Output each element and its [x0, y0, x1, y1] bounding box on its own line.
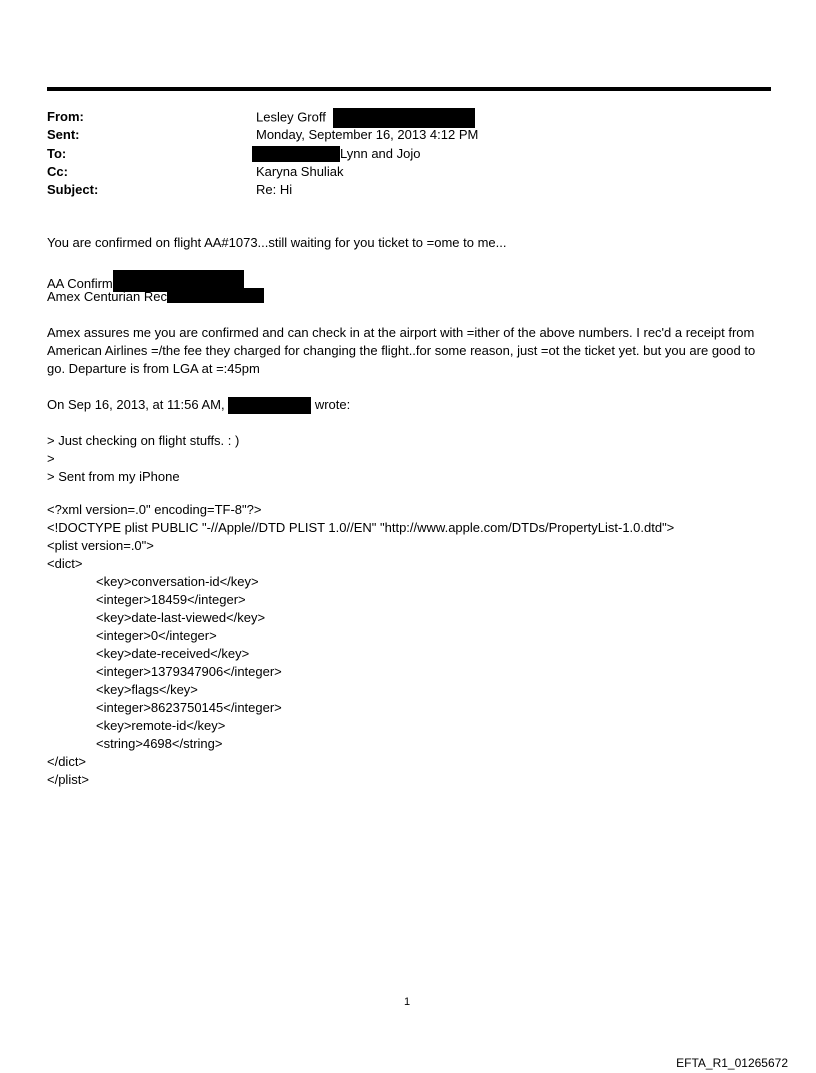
code-line: <integer>18459</integer> — [96, 592, 246, 607]
cc-label: Cc: — [47, 163, 68, 179]
code-line: </dict> — [47, 754, 87, 769]
redaction-box — [167, 288, 264, 303]
code-line: <key>remote-id</key> — [96, 718, 226, 733]
subject-value: Re: Hi — [256, 182, 293, 198]
body-paragraph: Amex assures me you are confirmed and can check in at the airport with =ither of the above numbers. I rec'd a receipt from American Airlines =/the fee they charged for changing the flight..for some reason, just =ot the ticket yet. but you are good to go. Departure is from LGA at =:45pm — [47, 325, 756, 376]
attribution-date: On Sep 16, 2013, at 11:56 AM, — [47, 397, 225, 412]
redaction-box — [333, 108, 475, 128]
amex-rec-line — [47, 288, 264, 306]
quote-line-2: > — [47, 451, 55, 466]
code-line: <plist version=.0"> — [47, 538, 154, 553]
code-line: <key>flags</key> — [96, 682, 198, 697]
code-line: <string>4698</string> — [96, 736, 223, 751]
quote-attribution — [47, 396, 350, 414]
from-label: From: — [47, 109, 84, 124]
subject-label: Subject: — [47, 182, 99, 198]
code-line: <integer>0</integer> — [96, 628, 217, 643]
code-line: <dict> — [47, 556, 83, 571]
header-rule — [47, 87, 771, 91]
plist-block — [47, 501, 674, 789]
sent-label: Sent: — [47, 127, 80, 143]
code-line: <!DOCTYPE plist PUBLIC "-//Apple//DTD PLIST 1.0//EN" "http://www.apple.com/DTDs/PropertyList-1.0.dtd"> — [47, 520, 675, 535]
redaction-box — [228, 397, 311, 414]
aa-confirm-text: AA Confirm — [47, 276, 113, 291]
to-value: Lynn and Jojo — [340, 145, 421, 161]
to-label: To: — [47, 145, 67, 161]
quote-line-3: > Sent from my iPhone — [47, 469, 180, 484]
quote-line-1: > Just checking on flight stuffs. : ) — [47, 433, 240, 448]
amex-rec-text: Amex Centurian Rec — [47, 289, 167, 304]
body-line-1: You are confirmed on flight AA#1073...still waiting for you ticket to =ome to me... — [47, 235, 507, 250]
code-line: </plist> — [47, 772, 89, 787]
code-line: <integer>1379347906</integer> — [96, 664, 282, 679]
cc-value: Karyna Shuliak — [256, 163, 344, 179]
page-number: 1 — [404, 996, 411, 1008]
code-line: <?xml version=.0" encoding=TF-8"?> — [47, 502, 262, 517]
code-line: <key>date-received</key> — [96, 646, 250, 661]
code-line: <integer>8623750145</integer> — [96, 700, 282, 715]
attribution-wrote: wrote: — [314, 397, 351, 412]
bates-number: EFTA_R1_01265672 — [676, 1056, 788, 1070]
redaction-box — [252, 146, 340, 162]
code-line: <key>date-last-viewed</key> — [96, 610, 266, 625]
sent-value: Monday, September 16, 2013 4:12 PM — [256, 127, 479, 143]
from-value: Lesley Groff — [256, 109, 326, 125]
code-line: <key>conversation-id</key> — [96, 574, 259, 589]
